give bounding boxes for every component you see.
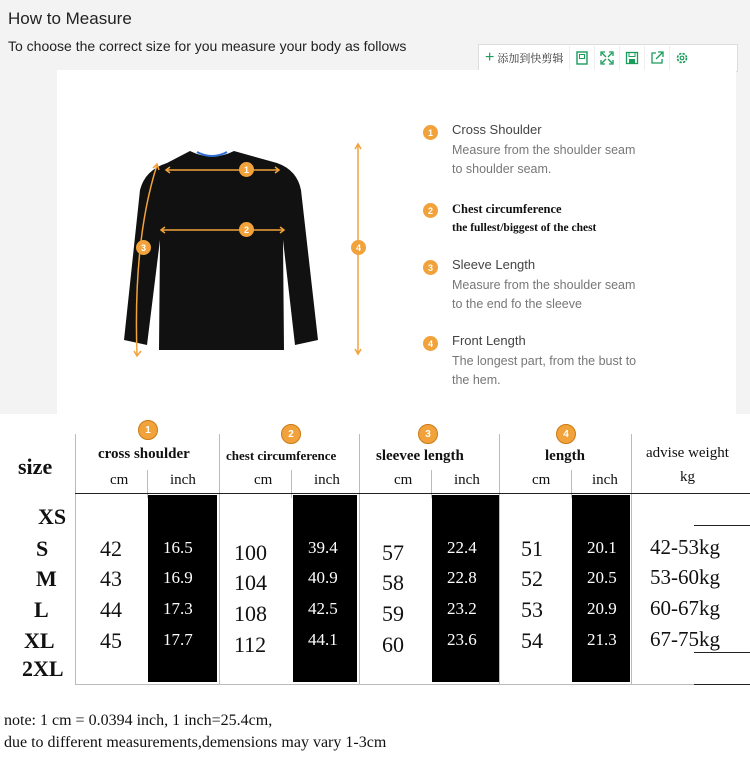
size-label: L (34, 597, 49, 622)
size-label: S (36, 536, 49, 561)
inch-value: 16.5 (163, 538, 193, 557)
inch-value: 22.8 (447, 568, 477, 587)
inch-value: 39.4 (308, 538, 338, 557)
add-to-clip-button[interactable] (479, 46, 569, 70)
weight-value: 67-75kg (650, 627, 720, 651)
inch-column-block (572, 495, 630, 682)
legend-desc: the fullest/biggest of the chest (452, 222, 597, 234)
size-label: 2XL (22, 656, 64, 681)
note-line-2: due to different measurements,demensions may vary 1-3cm (4, 734, 387, 751)
weight-header: advise weight (646, 445, 729, 461)
measure-diagram-panel (57, 70, 736, 414)
share-icon[interactable] (644, 46, 669, 70)
legend-desc: Measure from the shoulder seam to shoulder seam. (452, 143, 636, 176)
inch-value: 40.9 (308, 568, 338, 587)
group-badge-3: 3 (418, 424, 438, 444)
cm-value: 58 (382, 570, 404, 595)
size-label: XS (38, 504, 67, 529)
group-label-cross-shoulder: cross shoulder (98, 446, 190, 462)
inch-column-block (293, 495, 357, 682)
cm-value: 100 (234, 540, 267, 565)
cm-value: 44 (100, 597, 122, 622)
cm-value: 60 (382, 632, 404, 657)
unit-inch: inch (314, 472, 340, 488)
group-badge-4: 4 (556, 424, 576, 444)
shirt-diagram (57, 70, 397, 414)
cm-value: 104 (234, 570, 267, 595)
legend-badge: 3 (423, 260, 438, 275)
diagram-marker-2: 2 (239, 222, 254, 237)
inch-value: 21.3 (587, 630, 617, 649)
inch-value: 20.1 (587, 538, 617, 557)
group-label-sleeve: sleevee length (376, 448, 464, 464)
diagram-marker-1: 1 (239, 162, 254, 177)
diagram-marker-3: 3 (136, 240, 151, 255)
legend-desc: Measure from the shoulder seam to the end fo the sleeve (452, 278, 636, 311)
cm-value: 51 (521, 536, 543, 561)
note-line-1: note: 1 cm = 0.0394 inch, 1 inch=25.4cm, (4, 712, 273, 729)
group-label-length: length (545, 448, 586, 464)
unit-inch: inch (170, 472, 196, 488)
clip-toolbar (478, 44, 738, 72)
unit-cm: cm (254, 472, 273, 488)
settings-icon[interactable] (669, 46, 694, 70)
inch-value: 22.4 (447, 538, 477, 557)
legend-title: Sleeve Length (452, 257, 536, 272)
inch-value: 44.1 (308, 630, 338, 649)
cm-value: 59 (382, 601, 404, 626)
cm-value: 53 (521, 597, 543, 622)
size-label: M (36, 566, 57, 591)
diagram-marker-4: 4 (351, 240, 366, 255)
legend-badge: 1 (423, 125, 438, 140)
weight-value: 53-60kg (650, 565, 720, 589)
cm-value: 42 (100, 536, 122, 561)
plus-icon: + (485, 49, 495, 66)
cm-value: 108 (234, 601, 267, 626)
unit-cm: cm (110, 472, 129, 488)
inch-value: 23.6 (447, 630, 477, 649)
inch-value: 42.5 (308, 599, 338, 618)
inch-value: 20.5 (587, 568, 617, 587)
inch-value: 17.3 (163, 599, 193, 618)
size-label: XL (24, 628, 55, 653)
inch-value: 17.7 (163, 630, 193, 649)
legend-desc: The longest part, from the bust to the hem. (452, 354, 637, 387)
inch-value: 23.2 (447, 599, 477, 618)
legend-title: Chest circumference (452, 202, 562, 216)
unit-cm: cm (532, 472, 551, 488)
group-label-chest: chest circumference (226, 448, 337, 463)
cm-value: 54 (521, 628, 543, 653)
group-badge-1: 1 (138, 420, 158, 440)
weight-value: 60-67kg (650, 596, 720, 620)
size-chart-table (0, 414, 750, 704)
unit-cm: cm (394, 472, 413, 488)
cm-value: 52 (521, 566, 543, 591)
legend-title: Cross Shoulder (452, 122, 542, 137)
inch-column-block (432, 495, 499, 682)
cm-value: 43 (100, 566, 122, 591)
inch-column-block (148, 495, 217, 682)
group-badge-2: 2 (281, 424, 301, 444)
cm-value: 45 (100, 628, 122, 653)
unit-inch: inch (592, 472, 618, 488)
page-subtitle: To choose the correct size for you measure your body as follows (8, 38, 407, 54)
inch-value: 16.9 (163, 568, 193, 587)
page-title: How to Measure (8, 9, 132, 28)
add-to-clip-label: 添加到快剪辑 (497, 53, 564, 65)
weight-value: 42-53kg (650, 535, 720, 559)
weight-unit: kg (680, 469, 695, 485)
legend-badge: 4 (423, 336, 438, 351)
cm-value: 112 (234, 632, 267, 657)
expand-icon[interactable] (594, 46, 619, 70)
cm-value: 57 (382, 540, 404, 565)
inch-value: 20.9 (587, 599, 617, 618)
legend-badge: 2 (423, 203, 438, 218)
copy-icon[interactable] (569, 46, 594, 70)
legend-title: Front Length (452, 333, 526, 348)
unit-inch: inch (454, 472, 480, 488)
save-icon[interactable] (619, 46, 644, 70)
size-header: size (18, 454, 53, 479)
